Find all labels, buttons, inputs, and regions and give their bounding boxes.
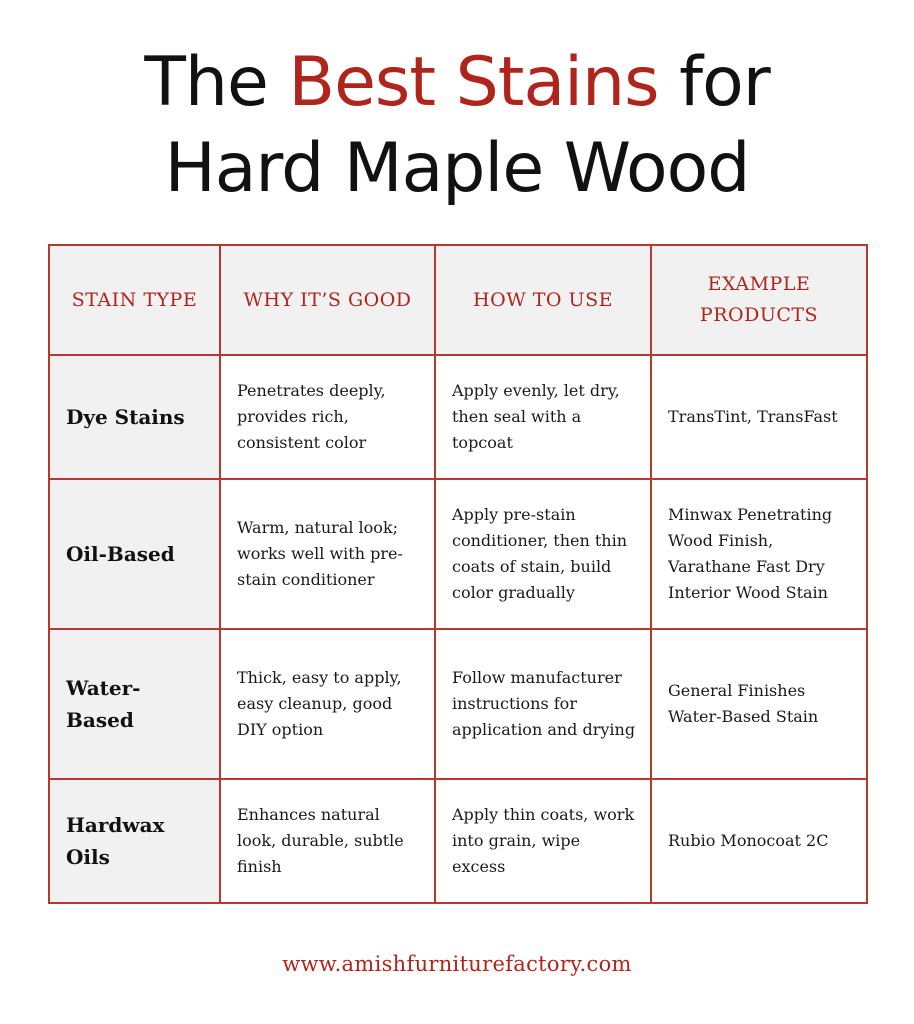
products-cell: Minwax Penetrating Wood Finish, Varathane Fast Dry Interior Wood Stain: [651, 479, 867, 629]
header-why-its-good: WHY IT’S GOOD: [220, 245, 435, 355]
header-example-products: EXAMPLE PRODUCTS: [651, 245, 867, 355]
products-cell: General Finishes Water-Based Stain: [651, 629, 867, 779]
how-cell: Follow manufacturer instructions for application and drying: [435, 629, 651, 779]
stain-type-cell: Oil-Based: [49, 479, 220, 629]
header-how-to-use: HOW TO USE: [435, 245, 651, 355]
table-row: [49, 479, 867, 629]
table-header-row: [49, 245, 867, 355]
why-cell: Enhances natural look, durable, subtle finish: [220, 779, 435, 903]
page-title: [0, 40, 914, 212]
why-cell: Warm, natural look; works well with pre-stain conditioner: [220, 479, 435, 629]
stains-table-container: [48, 244, 866, 904]
stains-table: [48, 244, 868, 904]
why-cell: Thick, easy to apply, easy cleanup, good DIY option: [220, 629, 435, 779]
how-cell: Apply pre-stain conditioner, then thin coats of stain, build color gradually: [435, 479, 651, 629]
table-row: [49, 629, 867, 779]
title-line1-before: The: [144, 43, 289, 122]
stain-type-cell: Water-Based: [49, 629, 220, 779]
header-stain-type: STAIN TYPE: [49, 245, 220, 355]
title-accent: Best Stains: [288, 43, 659, 122]
products-cell: TransTint, TransFast: [651, 355, 867, 479]
why-cell: Penetrates deeply, provides rich, consistent color: [220, 355, 435, 479]
how-cell: Apply evenly, let dry, then seal with a topcoat: [435, 355, 651, 479]
footer-website-url: www.amishfurniturefactory.com: [282, 952, 632, 976]
table-row: [49, 355, 867, 479]
how-cell: Apply thin coats, work into grain, wipe excess: [435, 779, 651, 903]
stain-type-cell: Hardwax Oils: [49, 779, 220, 903]
title-line2: Hard Maple Wood: [164, 129, 750, 208]
stain-type-cell: Dye Stains: [49, 355, 220, 479]
title-line1-after: for: [658, 43, 770, 122]
table-row: [49, 779, 867, 903]
products-cell: Rubio Monocoat 2C: [651, 779, 867, 903]
